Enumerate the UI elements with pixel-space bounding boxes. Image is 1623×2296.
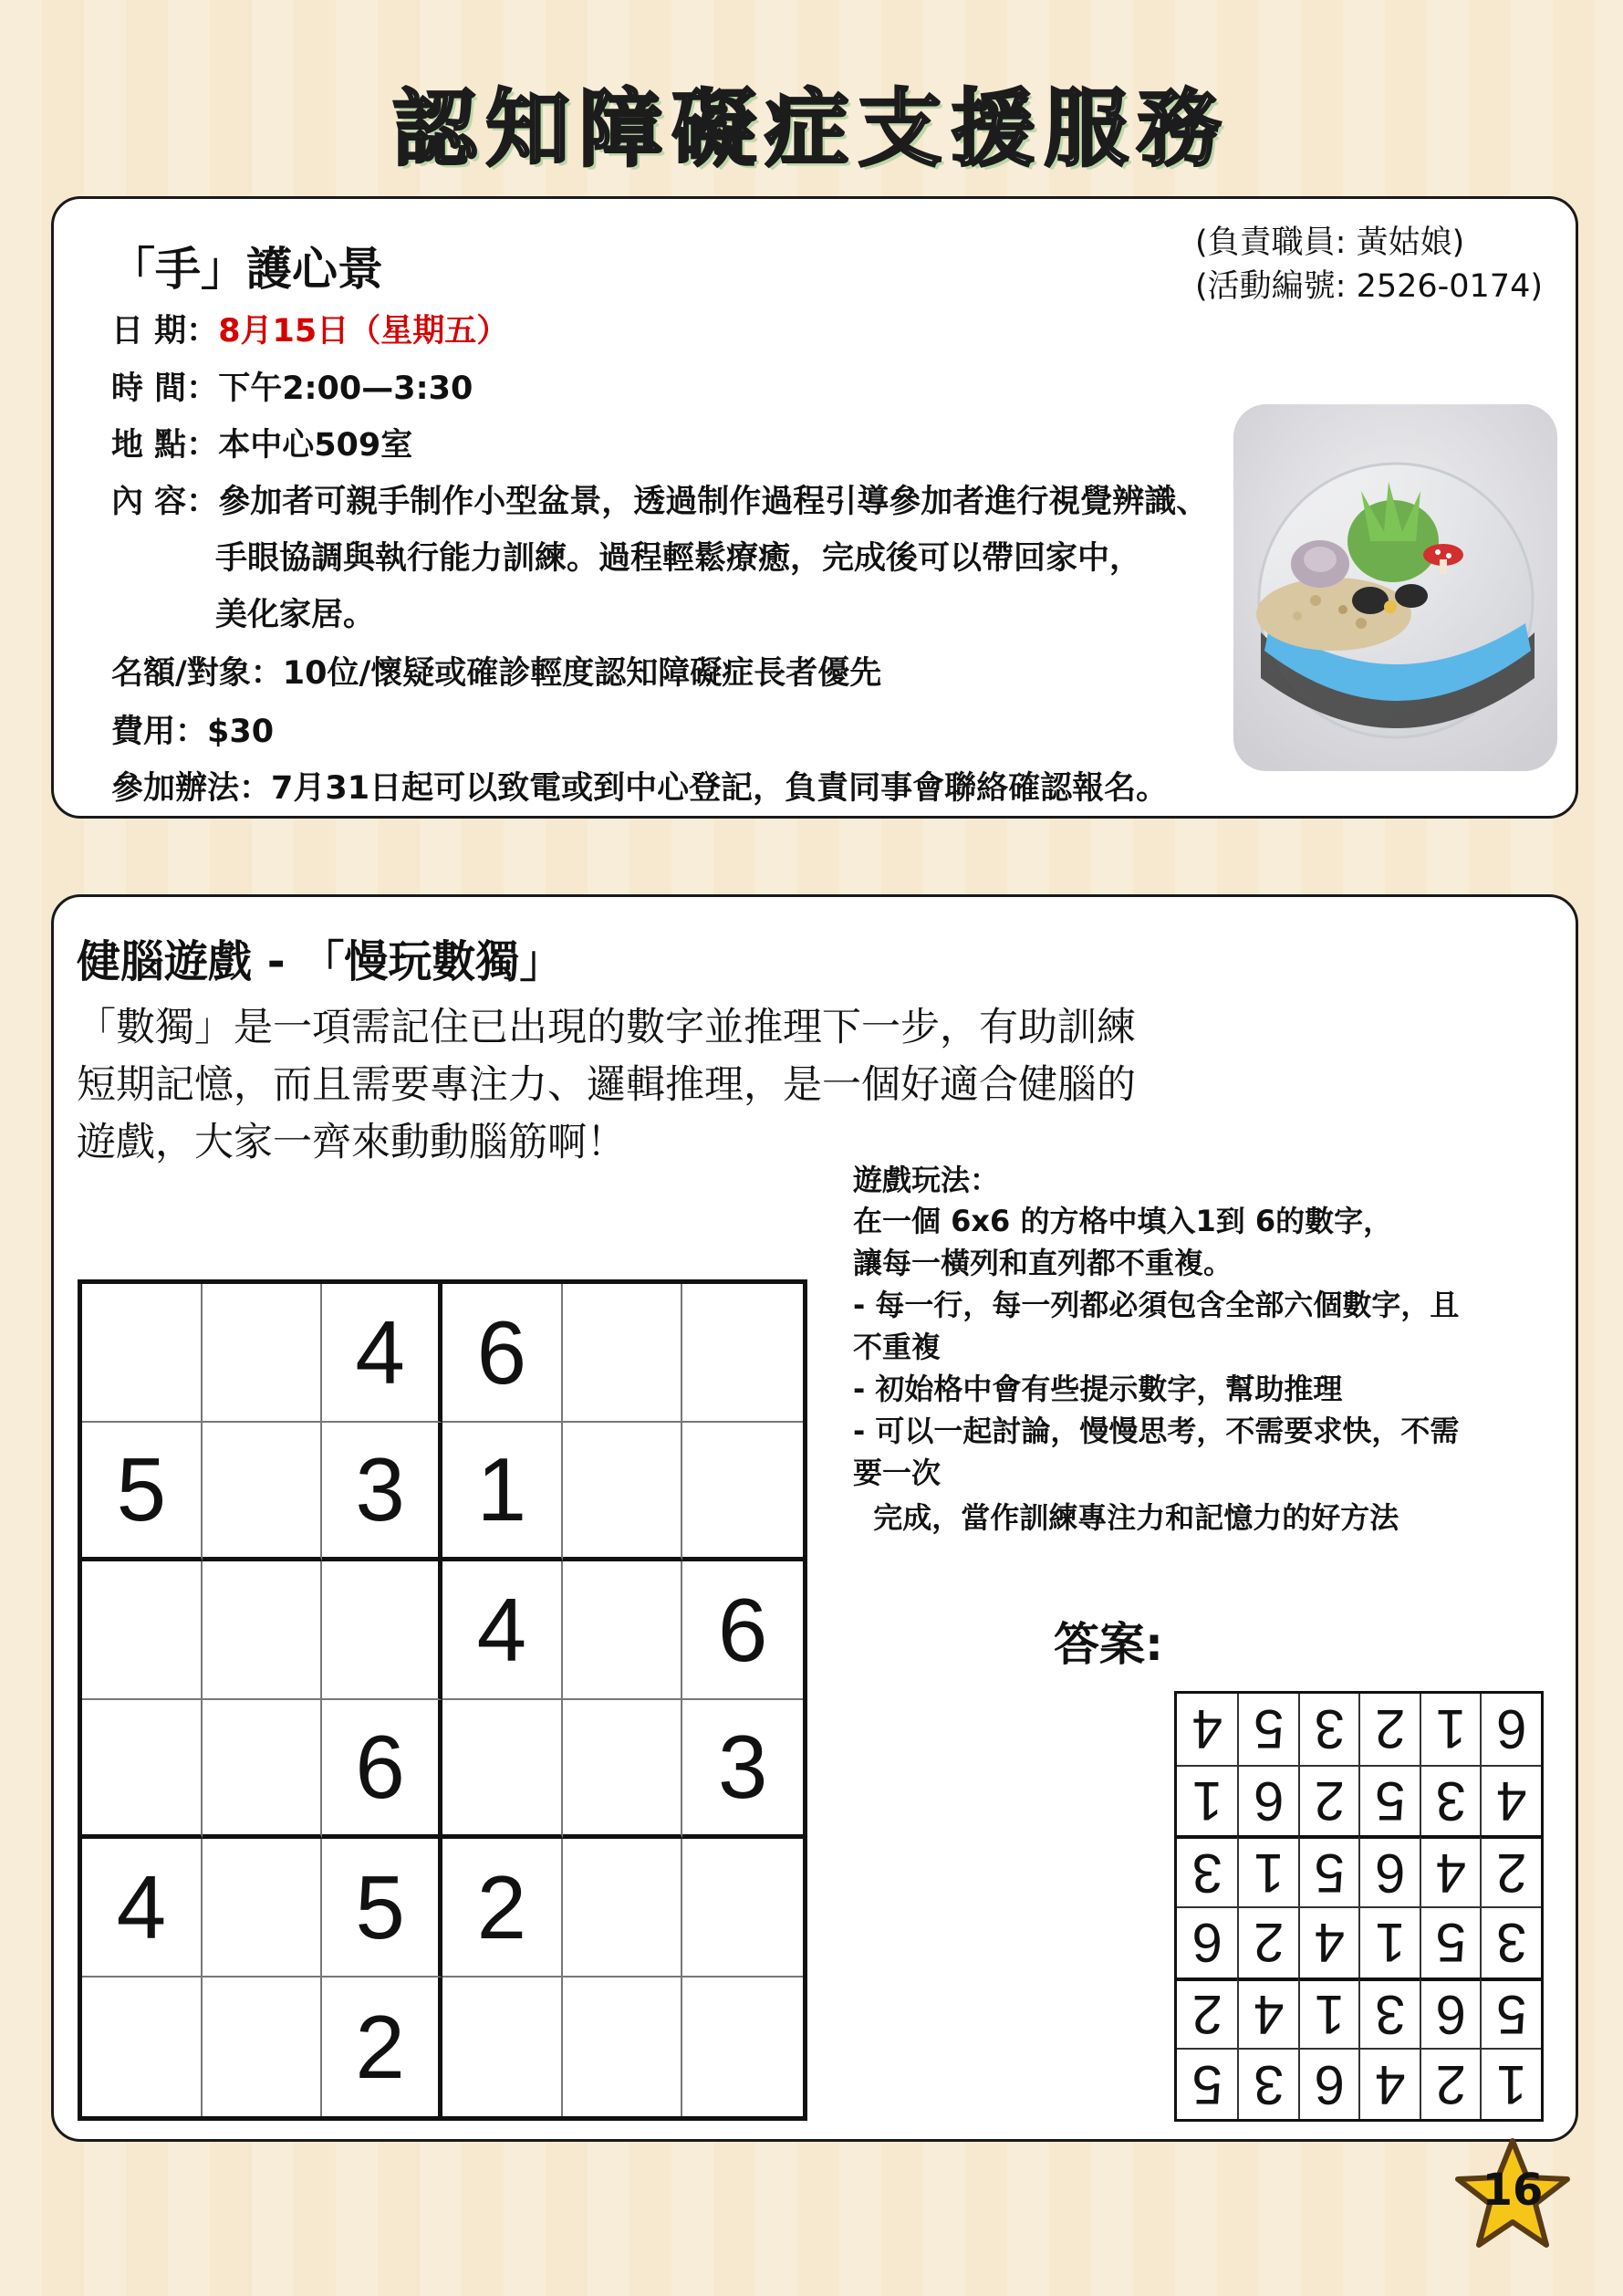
answer-cell: 2 (1177, 1978, 1238, 2049)
howto-line: 讓每一橫列和直列都不重複。 (853, 1246, 1233, 1280)
answer-cell: 5 (1481, 1978, 1542, 2049)
intro-line-1: 「數獨」是一項需記住已出現的數字並推理下一步，有助訓練 (77, 1005, 1136, 1050)
answer-cell: 5 (1238, 1694, 1299, 1765)
sudoku-cell (203, 1423, 323, 1561)
answer-label: 答案: (1054, 1618, 1163, 1671)
howto-line: - 初始格中會有些提示數字，幫助推理 (853, 1372, 1343, 1406)
place-value: 本中心509室 (218, 427, 413, 464)
answer-cell: 6 (1359, 1835, 1420, 1906)
answer-cell: 3 (1238, 2048, 1299, 2119)
sudoku-cell (322, 1561, 442, 1700)
sudoku-cell (82, 1561, 203, 1700)
time-value: 下午2:00—3:30 (218, 370, 473, 407)
howto-line: - 可以一起討論，慢慢思考，不需要求快，不需 (853, 1414, 1460, 1448)
sudoku-cell (203, 1700, 323, 1839)
sudoku-cell (682, 1839, 803, 1978)
sudoku-cell (442, 1978, 563, 2116)
date-label: 日 期： (111, 313, 219, 350)
howto-line: - 每一行，每一列都必須包含全部六個數字，且 (853, 1288, 1460, 1322)
activity-title: 「手」護心景 (109, 243, 383, 296)
date-row (111, 311, 508, 351)
sudoku-grid (78, 1279, 807, 2121)
sudoku-cell (563, 1561, 683, 1700)
sudoku-cell (563, 1423, 683, 1561)
sudoku-cell (203, 1561, 323, 1700)
sudoku-cell (82, 1700, 203, 1839)
answer-cell: 1 (1481, 2048, 1542, 2119)
sudoku-cell (82, 1284, 203, 1423)
answer-cell: 3 (1177, 1835, 1238, 1906)
content-line-3: 美化家居。 (215, 597, 376, 633)
howto-line: 完成，當作訓練專注力和記憶力的好方法 (853, 1500, 1399, 1535)
sudoku-cell: 2 (322, 1978, 442, 2116)
sudoku-cell (203, 1839, 323, 1978)
sudoku-cell (563, 1839, 683, 1978)
howto-line: 要一次 (853, 1456, 942, 1490)
content-line-1: 參加者可親手制作小型盆景，透過制作過程引導參加者進行視覺辨識、 (218, 484, 1209, 520)
time-label: 時 間： (111, 370, 219, 407)
answer-cell: 4 (1420, 1835, 1481, 1906)
time-row (111, 369, 473, 409)
answer-cell: 6 (1481, 1694, 1542, 1765)
answer-cell: 6 (1177, 1906, 1238, 1978)
fee-value: $30 (207, 714, 275, 750)
answer-cell: 6 (1298, 2048, 1359, 2119)
terrarium-illustration (1233, 404, 1557, 771)
sudoku-cell: 2 (442, 1839, 563, 1978)
answer-cell: 4 (1191, 1698, 1222, 1760)
answer-cell: 5 (1177, 2048, 1238, 2119)
sudoku-puzzle (78, 1279, 807, 2121)
answer-cell: 5 (1359, 1765, 1420, 1836)
content-row (111, 482, 1208, 522)
signup-value: 7月31日起可以致電或到中心登記，負責同事會聯絡確認報名。 (271, 770, 1169, 807)
sudoku-cell: 4 (442, 1561, 563, 1700)
howto-title: 遊戲玩法： (853, 1163, 1000, 1197)
game-title: 健腦遊戲 - 「慢玩數獨」 (77, 936, 564, 987)
sudoku-cell (82, 1978, 203, 2116)
content-line-2: 手眼協調與執行能力訓練。過程輕鬆療癒，完成後可以帶回家中， (215, 540, 1142, 577)
answer-cell: 2 (1359, 1694, 1420, 1765)
sudoku-cell (442, 1700, 563, 1839)
answer-cell: 5 (1420, 1906, 1481, 1978)
place-row (111, 425, 412, 465)
howto-line: 在一個 6x6 的方格中填入1到 6的數字， (853, 1204, 1393, 1238)
page-number: 16 (1482, 2165, 1544, 2216)
staff-info (1195, 221, 1543, 308)
sudoku-cell (563, 1978, 683, 2116)
answer-cell: 1 (1177, 1765, 1238, 1836)
quota-value: 10位/懷疑或確診輕度認知障礙症長者優先 (282, 655, 882, 692)
sudoku-cell: 4 (82, 1839, 203, 1978)
answer-cell: 3 (1298, 1694, 1359, 1765)
sudoku-cell (203, 1978, 323, 2116)
page-title: 認知障礙症支援服務 (392, 80, 1231, 178)
answer-cell: 4 (1481, 1765, 1542, 1836)
answer-cell: 1 (1359, 1906, 1420, 1978)
sudoku-cell: 3 (682, 1700, 803, 1839)
answer-grid (1174, 1691, 1544, 2122)
fee-row (111, 712, 274, 752)
sudoku-cell: 6 (442, 1284, 563, 1423)
answer-cell: 3 (1420, 1765, 1481, 1836)
sudoku-cell (682, 1284, 803, 1423)
signup-label: 參加辦法： (111, 770, 272, 807)
answer-cell: 3 (1359, 1978, 1420, 2049)
answer-cell: 2 (1481, 1835, 1542, 1906)
place-label: 地 點： (111, 427, 219, 464)
answer-cell: 2 (1298, 1765, 1359, 1836)
answer-cell: 5 (1298, 1835, 1359, 1906)
sudoku-cell: 1 (442, 1423, 563, 1561)
sudoku-cell: 6 (682, 1561, 803, 1700)
quota-label: 名額/對象： (111, 655, 283, 692)
quota-row (111, 653, 881, 694)
intro-line-2: 短期記憶，而且需要專注力、邏輯推理，是一個好適合健腦的 (77, 1062, 1136, 1108)
intro-line-3: 遊戲，大家一齊來動動腦筋啊！ (77, 1120, 626, 1165)
staff-name: (負責職員: 黃姑娘) (1195, 224, 1465, 261)
sudoku-cell: 4 (322, 1284, 442, 1423)
date-value: 8月15日（星期五） (218, 313, 509, 350)
sudoku-cell (682, 1423, 803, 1561)
activity-code: (活動編號: 2526-0174) (1195, 268, 1544, 305)
answer-cell: 6 (1420, 1978, 1481, 2049)
fee-label: 費用： (111, 714, 208, 750)
sudoku-cell (682, 1978, 803, 2116)
signup-row (111, 768, 1168, 809)
sudoku-cell: 5 (322, 1839, 442, 1978)
answer-cell: 4 (1238, 1978, 1299, 2049)
sudoku-cell: 5 (82, 1423, 203, 1561)
answer-cell: 4 (1298, 1906, 1359, 1978)
answer-cell: 1 (1298, 1978, 1359, 2049)
sudoku-cell (563, 1700, 683, 1839)
content-label: 內 容： (111, 484, 219, 520)
terrarium-photo (1233, 404, 1557, 771)
game-intro (77, 999, 1263, 1172)
sudoku-cell: 6 (322, 1700, 442, 1839)
answer-cell: 6 (1238, 1765, 1299, 1836)
sudoku-cell: 3 (322, 1423, 442, 1561)
answer-cell: 1 (1238, 1835, 1299, 1906)
sudoku-cell (563, 1284, 683, 1423)
sudoku-cell (203, 1284, 323, 1423)
howto-line: 不重複 (853, 1330, 942, 1364)
answer-cell: 2 (1420, 2048, 1481, 2119)
answer-cell: 2 (1238, 1906, 1299, 1978)
answer-cell: 4 (1359, 2048, 1420, 2119)
answer-cell: 3 (1481, 1906, 1542, 1978)
answer-cell: 1 (1420, 1694, 1481, 1765)
